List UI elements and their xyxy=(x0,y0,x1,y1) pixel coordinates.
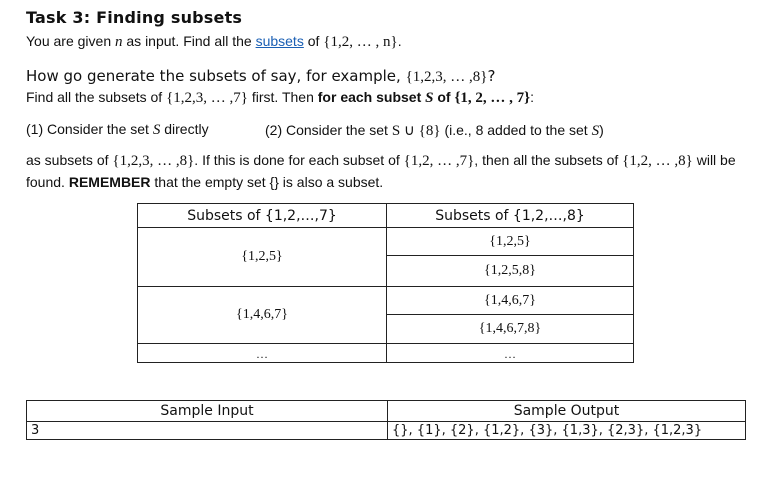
intro-var-n: n xyxy=(115,34,123,50)
find-set2: {1, 2, … , 7} xyxy=(454,90,531,106)
row-2-left: {1,4,6,7} xyxy=(138,287,387,344)
paragraph-line-2 xyxy=(26,174,383,190)
find-var-s: S xyxy=(425,90,434,106)
intro-line xyxy=(26,33,402,51)
option-1-post: directly xyxy=(160,121,209,137)
para-l1-mid2: , then all the subsets of xyxy=(474,152,623,168)
para-l1-end: will be xyxy=(692,152,736,168)
option-2-end: ) xyxy=(599,122,604,138)
how-end: ? xyxy=(487,67,496,85)
para-l1-mid: . If this is done for each subset of xyxy=(194,152,404,168)
find-end: : xyxy=(530,89,534,105)
option-2 xyxy=(265,121,604,140)
sample-table xyxy=(26,400,746,440)
find-mid: first. Then xyxy=(247,89,318,105)
option-2-expr: S ∪ {8} xyxy=(391,123,441,139)
find-bold1: for each subset xyxy=(317,89,426,105)
row-1-right-b: {1,2,5,8} xyxy=(387,256,634,287)
find-set: {1,2,3, … ,7} xyxy=(166,90,248,106)
ellipsis-right: … xyxy=(387,344,634,363)
header-right: Subsets of {1,2,…,8} xyxy=(387,204,634,228)
subsets-link[interactable]: subsets xyxy=(255,33,304,49)
row-2-right-a: {1,4,6,7} xyxy=(387,287,634,315)
table-row xyxy=(138,344,634,363)
intro-end: . xyxy=(397,33,402,49)
row-1-right-a: {1,2,5} xyxy=(387,228,634,256)
remember-bold: REMEMBER xyxy=(68,174,151,190)
sample-header-row xyxy=(27,401,746,422)
option-2-var: S xyxy=(591,123,600,139)
subsets-table xyxy=(137,203,634,363)
ellipsis-left: … xyxy=(138,344,387,363)
para-l1-pre: as subsets of xyxy=(26,152,113,168)
para-l1-set2: {1,2, … ,7} xyxy=(403,153,475,169)
intro-set: {1,2, … , n} xyxy=(323,34,398,50)
option-1-var: S xyxy=(152,122,161,138)
how-text: How go generate the subsets of say, for example, xyxy=(26,67,406,85)
subsets-table-header-row xyxy=(138,204,634,228)
task-title: Task 3: Finding subsets xyxy=(26,8,243,27)
option-1-pre: (1) Consider the set xyxy=(26,121,153,137)
intro-post: of xyxy=(303,33,324,49)
para-l2-pre: found. xyxy=(26,174,69,190)
row-1-left: {1,2,5} xyxy=(138,228,387,287)
option-2-post: (i.e., 8 added to the set xyxy=(440,122,592,138)
table-row xyxy=(138,287,634,315)
how-heading xyxy=(26,67,495,86)
find-pre: Find all the subsets of xyxy=(26,89,167,105)
how-set: {1,2,3, … ,8} xyxy=(405,69,488,85)
sample-output-value: {}, {1}, {2}, {1,2}, {3}, {1,3}, {2,3}, {1,2,3} xyxy=(388,422,746,440)
paragraph-line-1 xyxy=(26,152,736,170)
sample-value-row xyxy=(27,422,746,440)
intro-pre: You are given xyxy=(26,33,115,49)
para-l1-set3: {1,2, … ,8} xyxy=(622,153,693,169)
para-l2-post: that the empty set {} is also a subset. xyxy=(150,174,384,190)
table-row xyxy=(138,228,634,256)
para-l1-set1: {1,2,3, … ,8} xyxy=(112,153,195,169)
option-1 xyxy=(26,121,209,139)
option-2-pre: (2) Consider the set xyxy=(265,122,392,138)
sample-input-header: Sample Input xyxy=(27,401,388,422)
sample-output-header: Sample Output xyxy=(388,401,746,422)
intro-mid: as input. Find all the xyxy=(122,33,256,49)
sample-input-value: 3 xyxy=(27,422,388,440)
find-bold2: of xyxy=(433,89,455,105)
find-line xyxy=(26,89,534,107)
header-left: Subsets of {1,2,…,7} xyxy=(138,204,387,228)
row-2-right-b: {1,4,6,7,8} xyxy=(387,315,634,344)
